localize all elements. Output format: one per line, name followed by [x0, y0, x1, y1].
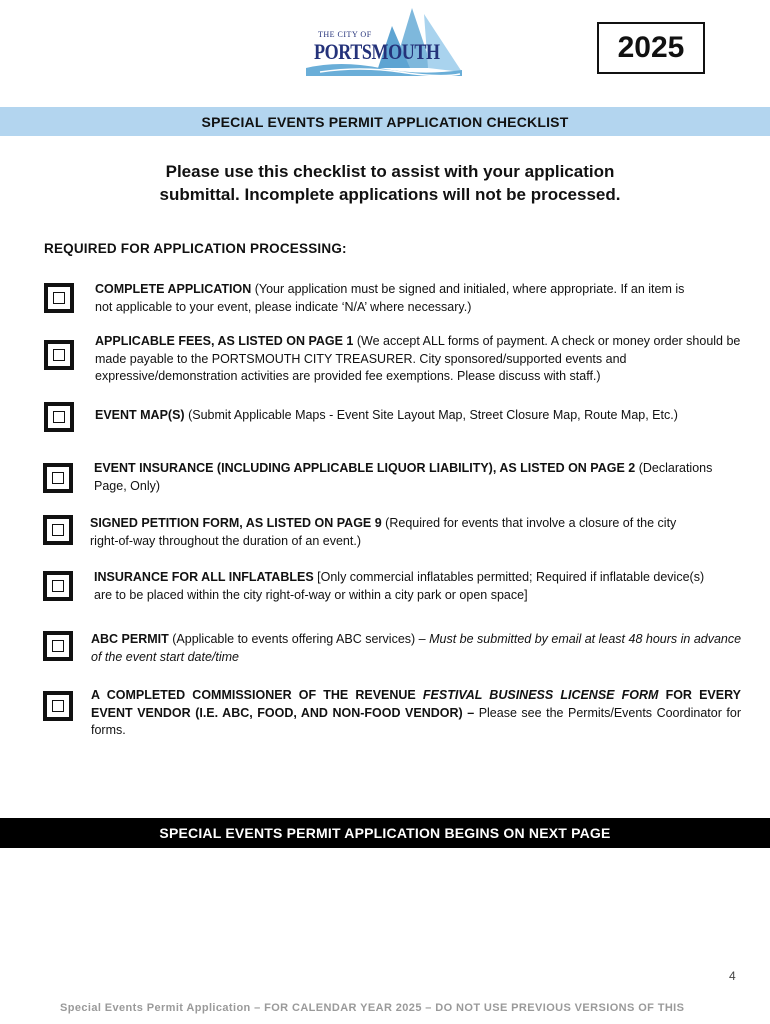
checkbox-applicable-fees[interactable]: [44, 340, 74, 370]
item-4-text: (Declarations Page, Only): [94, 461, 713, 493]
item-7-text: (Applicable to events offering ABC services) –: [168, 632, 430, 646]
page-footer: Special Events Permit Application – FOR CALENDAR YEAR 2025 – DO NOT USE PREVIOUS VERSIONS OF THIS: [60, 1002, 685, 1014]
intro-line-1: Please use this checklist to assist with your application: [165, 162, 615, 181]
item-2-text: (We accept ALL forms of payment. A check or money order should be made payable to the PORTSMOUTH CITY TREASURER. City sponsored/supported events and expressive/demonstration activities are provided fee exemptions. Please discuss with staff.): [95, 334, 741, 383]
item-7-italic-text: Must be submitted by email at least 48 hours in advance of the event start date/time: [91, 632, 742, 664]
item-2-title: APPLICABLE FEES, AS LISTED ON PAGE 1: [95, 334, 354, 348]
item-3-title: EVENT MAP(S): [95, 408, 185, 422]
year-box: 2025: [597, 22, 705, 74]
checklist-item-event-maps: [95, 407, 755, 425]
checkbox-signed-petition[interactable]: [43, 515, 73, 545]
checkbox-business-license-form[interactable]: [43, 691, 73, 721]
item-1-title: COMPLETE APPLICATION: [95, 282, 252, 296]
city-logo: [300, 6, 470, 78]
checklist-item-business-license-form: [91, 687, 741, 740]
checkbox-abc-permit[interactable]: [43, 631, 73, 661]
item-8-text: Please see the Permits/Events Coordinator for forms.: [91, 705, 741, 737]
item-5-text: (Required for events that involve a closure of the city right-of-way throughout the duration of an event.): [90, 516, 677, 548]
checklist-item-event-insurance: [94, 460, 714, 495]
item-8-title: A COMPLETED COMMISSIONER OF THE REVENUE: [91, 688, 423, 702]
item-1-text: (Your application must be signed and initialed, where appropriate. If an item is not applicable to your event, please indicate ‘N/A’ where necessary.): [95, 282, 685, 314]
checklist-item-inflatables-insurance: [94, 569, 719, 604]
page-number: 4: [729, 969, 736, 983]
logo-main-text: PORTSMOUTH: [314, 39, 440, 64]
item-3-text: (Submit Applicable Maps - Event Site Layout Map, Street Closure Map, Route Map, Etc.): [184, 408, 678, 422]
item-7-title: ABC PERMIT: [91, 632, 169, 646]
item-8-title-cont: FOR EVERY EVENT VENDOR (I.E. ABC, FOOD, AND NON-FOOD VENDOR) –: [91, 688, 741, 720]
checkbox-event-insurance[interactable]: [43, 463, 73, 493]
checklist-item-applicable-fees: [95, 333, 755, 386]
intro-text: [60, 160, 720, 206]
intro-line-2: submittal. Incomplete applications will not be processed.: [159, 185, 621, 204]
checklist-item-complete-application: [95, 281, 695, 316]
item-4-title: EVENT INSURANCE (INCLUDING APPLICABLE LIQUOR LIABILITY), AS LISTED ON PAGE 2: [94, 461, 636, 475]
item-5-title: SIGNED PETITION FORM, AS LISTED ON PAGE 9: [90, 516, 382, 530]
checklist-title-band: SPECIAL EVENTS PERMIT APPLICATION CHECKLIST: [0, 107, 770, 136]
item-8-form-name: FESTIVAL BUSINESS LICENSE FORM: [422, 688, 659, 702]
checklist-item-signed-petition: [90, 515, 700, 550]
logo-top-text: THE CITY OF: [318, 30, 372, 39]
next-page-band: SPECIAL EVENTS PERMIT APPLICATION BEGINS ON NEXT PAGE: [0, 818, 770, 848]
checklist-item-abc-permit: [91, 631, 751, 666]
item-6-text: [Only commercial inflatables permitted; Required if inflatable device(s) are to be placed within the city right-of-way or within a city park or open space]: [94, 570, 705, 602]
checkbox-event-maps[interactable]: [44, 402, 74, 432]
checkbox-inflatables-insurance[interactable]: [43, 571, 73, 601]
required-heading: REQUIRED FOR APPLICATION PROCESSING:: [44, 241, 347, 256]
item-6-title: INSURANCE FOR ALL INFLATABLES: [94, 570, 314, 584]
checkbox-complete-application[interactable]: [44, 283, 74, 313]
